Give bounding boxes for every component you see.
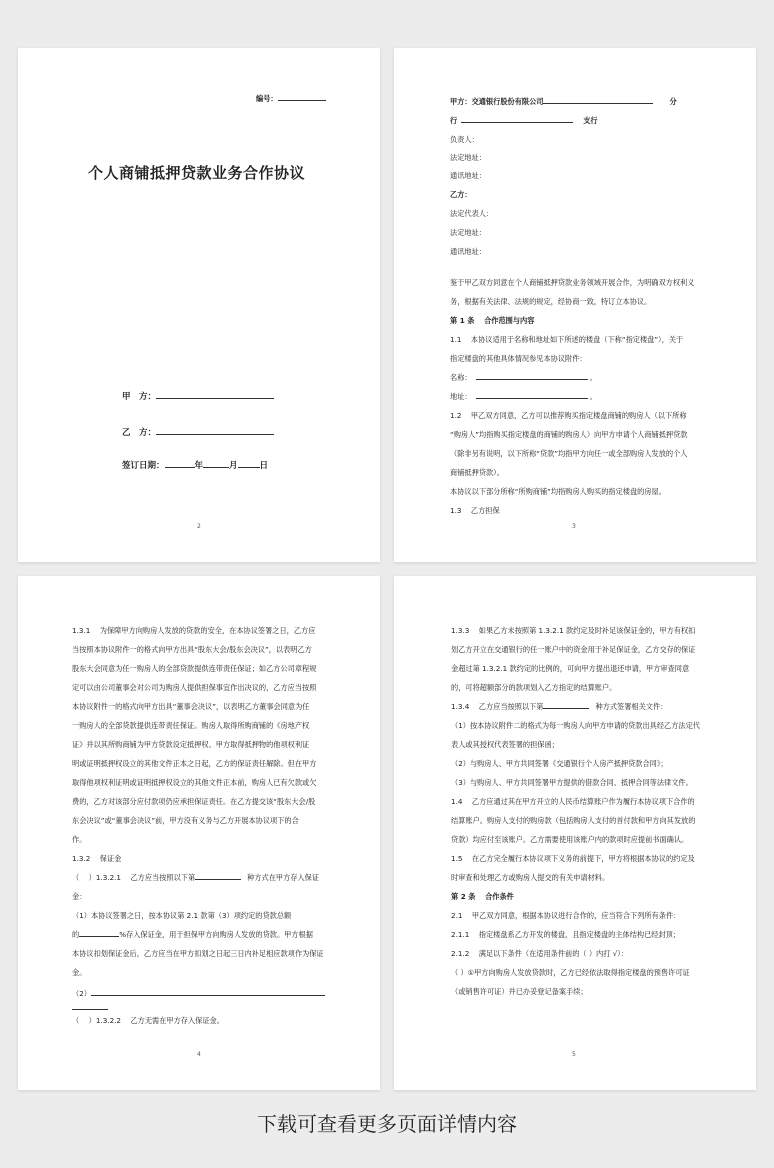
clause-line: （1）按本协议附件二的格式为每一购房人向甲方申请的贷款出具经乙方法定代 [451,721,700,730]
contact-address-b-label: 通讯地址： [450,247,486,256]
sub-branch-label: 支行 [583,116,598,125]
option-2-blank [91,987,325,996]
sign-date-label: 签订日期： [122,461,165,471]
contract-number [256,90,326,108]
clause-line: 明或证明抵押权设立的其他文件正本之日起，乙方的保证责任解除。但在甲方 [72,759,317,768]
document-title: 个人商铺抵押贷款业务合作协议 [88,164,306,182]
clause-line: 时审查和处理乙方或购房人提交的有关申请材料。 [451,873,610,882]
clause-line: 证》并以其所购商铺为甲方贷款设定抵押权、甲方取得抵押物的他项权利证 [72,740,310,749]
deposit-ratio-text: %存入保证金，用于担保甲方向购房人发放的贷款。甲方根据 [119,930,313,939]
intro-line: 务，根据有关法律、法规的规定，经协商一致，特订立本协议。 [450,297,652,306]
clause-line: 当按照本协议附件一的格式向甲方出具“股东大会/股东会决议”，以表明乙方 [72,645,312,654]
party-a-label: 甲 方： [122,392,157,402]
clause-line: 1.3.3 如果乙方未按照第 1.3.2.1 款约定及时补足该保证金的，甲方有权扣 [451,626,696,635]
clause-line: 金： [72,892,87,901]
clause-line: 2.1 甲乙双方同意，根据本协议进行合作的，应当符合下列所有条件： [451,911,681,920]
clause-line: 1.3.1 为保障甲方向购房人发放的贷款的安全，在本协议签署之日，乙方应 [72,626,316,635]
clause-line: 本协议以下部分所称“所购商铺”均指购房人购买的指定楼盘的房屋。 [450,487,666,496]
clause-line: 1.1 本协议适用于名称和地址如下所述的楼盘（下称“指定楼盘”），关于 [450,335,684,344]
clause-line: 2.1.2 满足以下条件（在适用条件前的（ ）内打 √）： [451,949,629,958]
deposit-ratio-line [72,926,313,944]
clause-line: 费的，乙方对该部分应付款项仍应承担保证责任。在乙方提交该“股东大会/股 [72,797,316,806]
party-a-signature-line [122,390,274,402]
clause-line: 的，可将超额部分的款项划入乙方指定的结算账户。 [451,683,617,692]
clause-line: 结算账户。购房人支付的购房款（包括购房人支付的首付款和甲方向其发放的 [451,816,696,825]
year-blank [165,459,195,468]
page-number: 4 [197,1051,201,1058]
document-page-3 [18,576,380,1090]
building-address-blank [476,390,588,399]
party-b-heading: 乙方： [450,190,472,199]
clause-line: 1.5 在乙方完全履行本协议项下义务的前提下，甲方将根据本协议的约定及 [451,854,695,863]
legal-address-b-label: 法定地址： [450,228,486,237]
deposit-method-line [72,869,319,887]
clause-line: 2.1.1 指定楼盘系乙方开发的楼盘，且指定楼盘的主体结构已经封顶； [451,930,681,939]
legal-rep-label: 法定代表人： [450,209,494,218]
document-page-2 [394,48,756,562]
contract-number-blank [278,92,326,101]
clause-line: “购房人”均指购买指定楼盘的商铺的购房人）向甲方申请个人商铺抵押贷款 [450,430,688,439]
clause-line: 指定楼盘的其他具体情况参见本协议附件： [450,354,587,363]
branch-fen-label: 分 [669,97,677,106]
deposit-ratio-text: 的 [72,930,80,939]
document-method-text: 种方式签署相关文件： [595,702,668,711]
page-number: 5 [572,1051,576,1058]
month-label: 月 [229,461,238,471]
deposit-method-text: （ ）1.3.2.1 乙方应当按照以下第 [72,873,196,882]
clause-line: 本协议扣划保证金后，乙方应当在甲方扣划之日起三日内补足相应款项作为保证 [72,949,324,958]
deposit-ratio-blank [79,928,119,937]
clause-line: 取得他项权利证明或证明抵押权设立的其他文件正本前，购房人已有欠款或欠 [72,778,317,787]
clause-line: 商铺抵押贷款）。 [450,468,504,477]
bank-branch-blank [543,95,653,104]
clause-line: 表人或其授权代表签署的担保函； [451,740,559,749]
clause-line: 1.2 甲乙双方同意，乙方可以推荐购买指定楼盘商铺的购房人（以下所称 [450,411,687,420]
clause-line: （ ）1.3.2.2 乙方无需在甲方存入保证金。 [72,1016,224,1025]
day-label: 日 [259,461,269,471]
clause-line: 股东大会同意为任一购房人的全部贷款提供连带责任保证；如乙方公司章程规 [72,664,317,673]
article-2-heading: 第 2 条 合作条件 [451,892,514,901]
building-name-line [450,369,597,387]
clause-line: 1.4 乙方应通过其在甲方开立的人民币结算账户作为履行本协议项下合作的 [451,797,695,806]
clause-heading: 1.3.2 保证金 [72,854,122,863]
party-b-blank [156,426,274,435]
legal-address-a-label: 法定地址： [450,153,486,162]
clause-line: （1）本协议签署之日，按本协议第 2.1 款第（3）项约定的贷款总额 [72,911,292,920]
contract-number-label: 编号： [256,94,278,103]
document-page-4 [394,576,756,1090]
deposit-method-text: 种方式在甲方存入保证 [247,873,320,882]
deposit-method-blank [195,871,241,880]
download-caption: 下载可查看更多页面详情内容 [257,1112,517,1136]
clause-line: （3）与购房人、甲方共同签署甲方提供的借款合同、抵押合同等法律文件。 [451,778,693,787]
clause-line: 定可以由公司董事会对公司为购房人提供担保事宜作出决议的，乙方应当按照 [72,683,317,692]
party-a-bank-label: 甲方：交通银行股份有限公司 [450,97,544,106]
party-a-blank [156,390,274,399]
sign-date-line [122,459,268,471]
clause-line: （或销售许可证）并已办妥登记备案手续； [451,987,588,996]
period: 。 [589,392,597,401]
clause-line: 本协议附件一的格式向甲方出具“董事会决议”，以表明乙方董事会同意为任 [72,702,310,711]
day-blank [238,459,260,468]
responsible-label: 负责人： [450,135,479,144]
option-2-continuation-blank [72,1009,108,1010]
party-a-bank-line [450,93,677,111]
building-address-line [450,388,597,406]
clause-line: 金超过第 1.3.2.1 款约定的比例的，可向甲方提出退还申请，甲方审查同意 [451,664,690,673]
document-method-blank [543,700,589,709]
clause-line: （2）与购房人、甲方共同签署《交通银行个人房产抵押贷款合同》； [451,759,668,768]
clause-line: 一购房人的全部贷款提供连带责任保证。购房人取得所购商铺的《房地产权 [72,721,310,730]
building-address-label: 地址： [450,392,472,401]
page-number: 2 [197,523,201,530]
party-b-signature-line [122,426,274,438]
branch-line [450,112,598,130]
year-label: 年 [194,461,204,471]
clause-line: （ ）①甲方向购房人发放贷款时，乙方已经依法取得指定楼盘的预售许可证 [451,968,690,977]
option-2-label: （2） [72,989,91,998]
article-1-heading: 第 1 条 合作范围与内容 [450,316,535,325]
clause-line: 贷款）均应付至该账户。乙方需要使用该账户内的款项时应提前书面确认。 [451,835,689,844]
clause-line: （除非另有说明，以下所称“贷款”均指甲方向任一或全部购房人发放的个人 [450,449,688,458]
clause-line: 划乙方开立在交通银行的任一账户中的资金用于补足保证金，乙方交存的保证 [451,645,696,654]
document-method-text: 1.3.4 乙方应当按照以下第 [451,702,544,711]
sub-branch-blank [461,114,573,123]
clause-line: 作。 [72,835,87,844]
contact-address-a-label: 通讯地址： [450,171,486,180]
month-blank [203,459,229,468]
intro-line: 鉴于甲乙双方同意在个人商铺抵押贷款业务领域开展合作，为明确双方权利义 [450,278,695,287]
building-name-blank [476,371,588,380]
page-number: 3 [572,523,576,530]
branch-hang-label: 行 [450,116,458,125]
building-name-label: 名称： [450,373,472,382]
period: 。 [589,373,597,382]
document-method-line [451,698,667,716]
clause-line: 1.3 乙方担保 [450,506,500,515]
party-b-label: 乙 方： [122,428,157,438]
clause-line: 东会决议”或“董事会决议”前，甲方没有义务与乙方开展本协议项下的合 [72,816,299,825]
document-page-cover [18,48,380,562]
option-2-line [72,985,325,1003]
clause-line: 金。 [72,968,87,977]
